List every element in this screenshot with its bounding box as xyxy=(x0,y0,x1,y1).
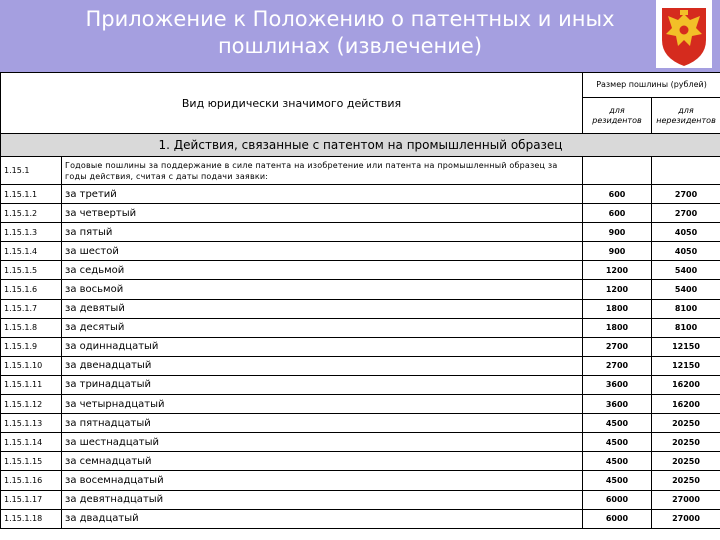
row-name: за четвертый xyxy=(62,204,583,223)
resident-fee: 4500 xyxy=(583,414,652,433)
resident-fee: 1200 xyxy=(583,261,652,280)
row-number: 1.15.1.18 xyxy=(1,509,62,528)
russian-coat-of-arms-icon xyxy=(656,0,712,68)
table-row xyxy=(1,452,720,471)
nonresident-fee: 16200 xyxy=(652,395,720,414)
row-number: 1.15.1.9 xyxy=(1,337,62,356)
resident-fee: 600 xyxy=(583,185,652,204)
nonresident-fee: 4050 xyxy=(652,223,720,242)
nonresident-fee: 20250 xyxy=(652,452,720,471)
resident-fee: 4500 xyxy=(583,433,652,452)
table-row xyxy=(1,242,720,261)
fee-table xyxy=(0,72,720,529)
table-row xyxy=(1,204,720,223)
nonresident-fee: 20250 xyxy=(652,433,720,452)
nonresident-fee: 27000 xyxy=(652,509,720,528)
row-name: за девятнадцатый xyxy=(62,490,583,509)
row-number: 1.15.1.16 xyxy=(1,471,62,490)
row-number: 1.15.1.7 xyxy=(1,299,62,318)
row-name: за девятый xyxy=(62,299,583,318)
table-row xyxy=(1,337,720,356)
row-name: за пятый xyxy=(62,223,583,242)
column-header-action: Вид юридически значимого действия xyxy=(1,73,583,134)
nonresident-fee: 5400 xyxy=(652,261,720,280)
row-number: 1.15.1.11 xyxy=(1,375,62,394)
nonresident-fee: 4050 xyxy=(652,242,720,261)
table-row xyxy=(1,261,720,280)
row-number: 1.15.1.12 xyxy=(1,395,62,414)
row-name: за тринадцатый xyxy=(62,375,583,394)
nonresident-fee: 2700 xyxy=(652,185,720,204)
table-row xyxy=(1,375,720,394)
table-row xyxy=(1,299,720,318)
row-number: 1.15.1.14 xyxy=(1,433,62,452)
table-row xyxy=(1,280,720,299)
row-name: за десятый xyxy=(62,318,583,337)
nonresident-fee xyxy=(652,157,720,185)
nonresident-fee: 12150 xyxy=(652,356,720,375)
nonresident-fee: 12150 xyxy=(652,337,720,356)
resident-fee: 1800 xyxy=(583,318,652,337)
resident-fee: 900 xyxy=(583,223,652,242)
row-name: за семнадцатый xyxy=(62,452,583,471)
resident-fee: 600 xyxy=(583,204,652,223)
row-number: 1.15.1.13 xyxy=(1,414,62,433)
table-row xyxy=(1,356,720,375)
nonresident-fee: 5400 xyxy=(652,280,720,299)
row-name: за пятнадцатый xyxy=(62,414,583,433)
row-name: за четырнадцатый xyxy=(62,395,583,414)
row-number: 1.15.1.5 xyxy=(1,261,62,280)
row-description: Годовые пошлины за поддержание в силе патента на изобретение или патента на промышленный образец за годы действия, считая с даты подачи заявки: xyxy=(62,157,583,185)
resident-fee: 2700 xyxy=(583,356,652,375)
resident-fee: 6000 xyxy=(583,509,652,528)
table-row xyxy=(1,395,720,414)
row-name: за восемнадцатый xyxy=(62,471,583,490)
table-row xyxy=(1,433,720,452)
resident-fee: 6000 xyxy=(583,490,652,509)
row-number: 1.15.1.17 xyxy=(1,490,62,509)
resident-fee xyxy=(583,157,652,185)
row-name: за шестой xyxy=(62,242,583,261)
row-name: за седьмой xyxy=(62,261,583,280)
table-row xyxy=(1,185,720,204)
nonresident-fee: 27000 xyxy=(652,490,720,509)
row-number: 1.15.1.4 xyxy=(1,242,62,261)
row-name: за шестнадцатый xyxy=(62,433,583,452)
table-row xyxy=(1,471,720,490)
table-row xyxy=(1,318,720,337)
table-row xyxy=(1,490,720,509)
resident-fee: 2700 xyxy=(583,337,652,356)
row-number: 1.15.1.8 xyxy=(1,318,62,337)
row-number: 1.15.1.6 xyxy=(1,280,62,299)
nonresident-fee: 8100 xyxy=(652,318,720,337)
nonresident-fee: 8100 xyxy=(652,299,720,318)
row-name: за двадцатый xyxy=(62,509,583,528)
table-row xyxy=(1,509,720,528)
row-number: 1.15.1.10 xyxy=(1,356,62,375)
resident-fee: 1200 xyxy=(583,280,652,299)
column-header-fee: Размер пошлины (рублей) xyxy=(583,73,720,98)
table-row xyxy=(1,157,720,185)
row-number: 1.15.1.15 xyxy=(1,452,62,471)
row-name: за третий xyxy=(62,185,583,204)
table-row xyxy=(1,414,720,433)
row-number: 1.15.1.3 xyxy=(1,223,62,242)
resident-fee: 3600 xyxy=(583,395,652,414)
row-number: 1.15.1.1 xyxy=(1,185,62,204)
resident-fee: 900 xyxy=(583,242,652,261)
resident-fee: 1800 xyxy=(583,299,652,318)
nonresident-fee: 16200 xyxy=(652,375,720,394)
row-number: 1.15.1.2 xyxy=(1,204,62,223)
row-name: за восьмой xyxy=(62,280,583,299)
column-header-resident: для резидентов xyxy=(583,98,652,134)
resident-fee: 4500 xyxy=(583,471,652,490)
page-title xyxy=(40,6,660,60)
row-name: за двенадцатый xyxy=(62,356,583,375)
nonresident-fee: 20250 xyxy=(652,414,720,433)
table-row xyxy=(1,223,720,242)
nonresident-fee: 20250 xyxy=(652,471,720,490)
section-title: 1. Действия, связанные с патентом на промышленный образец xyxy=(1,134,720,157)
slide-header xyxy=(0,0,720,72)
column-header-nonresident: для нерезидентов xyxy=(652,98,720,134)
nonresident-fee: 2700 xyxy=(652,204,720,223)
resident-fee: 4500 xyxy=(583,452,652,471)
title-line-1: Приложение к Положению о патентных и иных xyxy=(85,7,615,31)
row-name: за одиннадцатый xyxy=(62,337,583,356)
title-line-2: пошлинах (извлечение) xyxy=(217,34,483,58)
row-number: 1.15.1 xyxy=(1,157,62,185)
resident-fee: 3600 xyxy=(583,375,652,394)
